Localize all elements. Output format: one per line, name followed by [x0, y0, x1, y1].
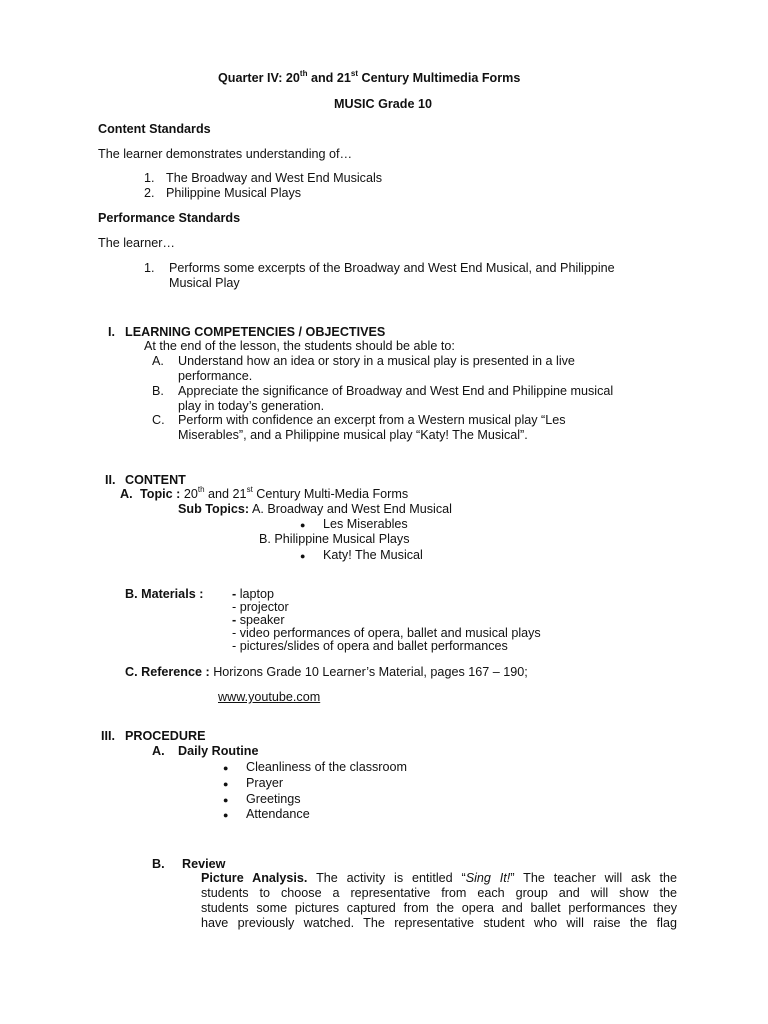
list-item: The Broadway and West End Musicals — [166, 171, 383, 185]
section-heading: CONTENT — [125, 473, 186, 487]
procedure-letter: A. — [152, 744, 165, 758]
bullet-icon: ● — [223, 779, 229, 789]
material-item: - projector — [232, 600, 289, 614]
review-paragraph-line: have previously watched. The representative student who will raise the flag — [201, 916, 677, 930]
procedure-letter: B. — [152, 857, 165, 871]
list-item-continued: Miserables”, and a Philippine musical play “Katy! The Musical”. — [178, 428, 528, 442]
bullet-icon: ● — [300, 551, 306, 561]
section-number: II. — [105, 473, 116, 487]
material-item: - pictures/slides of opera and ballet performances — [232, 639, 508, 653]
topic-letter: A. — [120, 487, 133, 501]
bullet-icon: ● — [300, 520, 306, 530]
bullet-icon: ● — [223, 810, 229, 820]
material-item: - video performances of opera, ballet and musical plays — [232, 626, 541, 640]
list-item: Philippine Musical Plays — [166, 186, 302, 200]
subtopics-line: Sub Topics: A. Broadway and West End Musical — [178, 502, 452, 516]
list-item: Attendance — [246, 807, 310, 821]
bullet-icon: ● — [223, 795, 229, 805]
list-item: Understand how an idea or story in a musical play is presented in a live — [178, 354, 575, 368]
list-number: 1. — [144, 261, 155, 275]
list-item-continued: Musical Play — [169, 276, 240, 290]
list-item-continued: play in today’s generation. — [178, 399, 325, 413]
bullet-icon: ● — [223, 763, 229, 773]
list-item: Appreciate the significance of Broadway and West End and Philippine musical — [178, 384, 614, 398]
list-letter: C. — [152, 413, 165, 427]
list-item: Prayer — [246, 776, 284, 790]
review-paragraph-line: students some pictures captured from the opera and ballet performances they — [201, 901, 677, 915]
section-heading: PROCEDURE — [125, 729, 206, 743]
section-number: I. — [108, 325, 115, 339]
subtopic-bullet-item: Les Miserables — [323, 517, 408, 531]
list-item: Performs some excerpts of the Broadway and West End Musical, and Philippine — [169, 261, 615, 275]
list-number: 2. — [144, 186, 155, 200]
material-item: - speaker — [232, 613, 285, 627]
section-intro: At the end of the lesson, the students should be able to: — [144, 339, 455, 353]
content-standards-intro: The learner demonstrates understanding of… — [98, 147, 353, 161]
list-letter: B. — [152, 384, 164, 398]
subtopic-bullet-item: Katy! The Musical — [323, 548, 423, 562]
subtopic-b: B. Philippine Musical Plays — [259, 532, 410, 546]
topic-line: Topic : 20th and 21st Century Multi-Media Forms — [140, 484, 409, 501]
daily-routine-heading: Daily Routine — [178, 744, 259, 758]
materials-label: B. Materials : — [125, 587, 204, 601]
list-letter: A. — [152, 354, 164, 368]
list-item: Cleanliness of the classroom — [246, 760, 407, 774]
performance-standards-heading: Performance Standards — [98, 211, 241, 225]
content-standards-heading: Content Standards — [98, 122, 211, 136]
reference-link[interactable]: www.youtube.com — [218, 690, 321, 704]
section-number: III. — [101, 729, 115, 743]
list-item-continued: performance. — [178, 369, 253, 383]
document-title: Quarter IV: 20th and 21st Century Multimedia Forms — [218, 68, 521, 85]
reference-line: C. Reference : Horizons Grade 10 Learner’s Material, pages 167 – 190; — [125, 665, 528, 679]
list-number: 1. — [144, 171, 155, 185]
list-item: Greetings — [246, 792, 301, 806]
section-heading: LEARNING COMPETENCIES / OBJECTIVES — [125, 325, 386, 339]
document-subtitle: MUSIC Grade 10 — [334, 97, 432, 111]
review-paragraph-line: students to choose a representative from each group and will show the — [201, 886, 677, 900]
review-heading: Review — [182, 857, 226, 871]
material-item: - laptop — [232, 587, 275, 601]
list-item: Perform with confidence an excerpt from a Western musical play “Les — [178, 413, 566, 427]
performance-standards-intro: The learner… — [98, 236, 175, 250]
review-paragraph-line: Picture Analysis. The activity is entitled “Sing It!” The teacher will ask the — [201, 871, 678, 885]
